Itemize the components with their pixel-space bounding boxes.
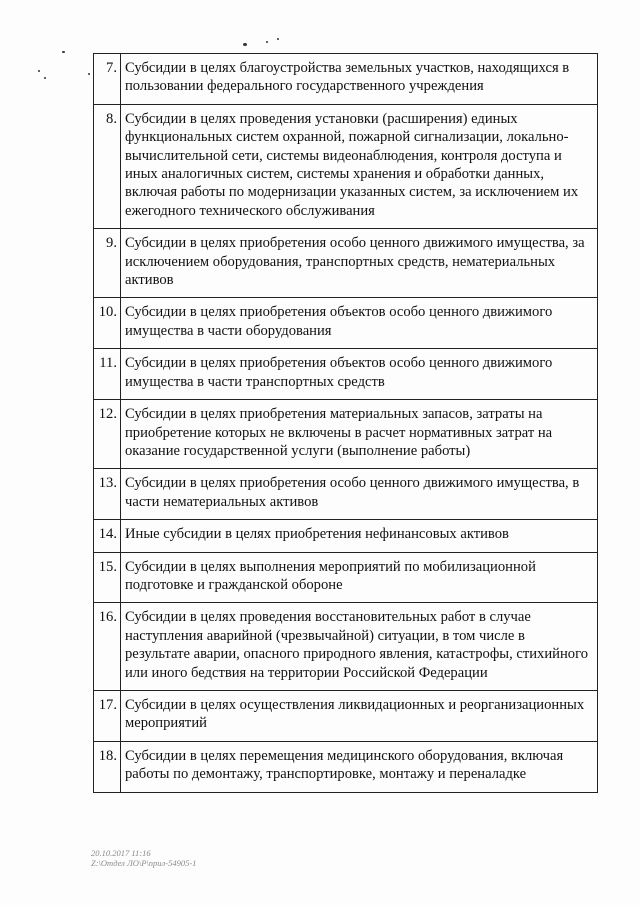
row-number: 13. [94,469,121,520]
row-number: 11. [94,349,121,400]
row-description: Субсидии в целях приобретения объектов особо ценного движимого имущества в части транспортных средств [121,349,598,400]
row-description: Субсидии в целях осуществления ликвидационных и реорганизационных мероприятий [121,690,598,741]
row-description: Субсидии в целях приобретения особо ценного движимого имущества, за исключением оборудования, транспортных средств, нематериальных активов [121,229,598,298]
row-description: Субсидии в целях приобретения объектов особо ценного движимого имущества в части оборудования [121,298,598,349]
row-number: 18. [94,741,121,792]
table-row [94,552,598,603]
row-description: Субсидии в целях выполнения мероприятий по мобилизационной подготовке и гражданской обороне [121,552,598,603]
page-footer [91,848,196,868]
footer-file-path: Z:\Отдел ЛО\Р\прил-54905-1 [91,858,197,868]
table-row [94,54,598,105]
row-number: 14. [94,520,121,552]
table-row [94,349,598,400]
row-number: 8. [94,104,121,228]
scan-speck [62,51,65,53]
row-number: 16. [94,603,121,691]
table-row [94,298,598,349]
table-row [94,603,598,691]
table-row [94,520,598,552]
row-description: Субсидии в целях проведения установки (расширения) единых функциональных систем охранной, пожарной сигнализации, локально-вычислительной сети, системы видеонаблюдения, контроля доступа и иных аналогичных систем, системы хранения и обработки данных, включая работы по модернизации указанных систем, за исключением их ежегодного технического обслуживания [121,104,598,228]
row-number: 15. [94,552,121,603]
scan-speck [38,70,40,72]
scan-speck [266,41,268,43]
table-row [94,741,598,792]
row-description: Субсидии в целях проведения восстановительных работ в случае наступления аварийной (чрезвычайной) ситуации, в том числе в результате аварии, опасного природного явления, катастрофы, стихийного или иного бедствия на территории Российской Федерации [121,603,598,691]
row-number: 7. [94,54,121,105]
table-row [94,469,598,520]
row-description: Иные субсидии в целях приобретения нефинансовых активов [121,520,598,552]
subsidies-table [93,53,598,793]
table-row [94,229,598,298]
table-body [94,54,598,793]
table-row [94,104,598,228]
scan-speck [88,73,90,75]
row-description: Субсидии в целях перемещения медицинского оборудования, включая работы по демонтажу, транспортировке, монтажу и переналадке [121,741,598,792]
row-number: 17. [94,690,121,741]
table-row [94,400,598,469]
row-number: 10. [94,298,121,349]
scan-speck [44,77,46,79]
row-description: Субсидии в целях благоустройства земельных участков, находящихся в пользовании федерального государственного учреждения [121,54,598,105]
row-description: Субсидии в целях приобретения особо ценного движимого имущества, в части нематериальных активов [121,469,598,520]
footer-timestamp: 20.10.2017 11:16 [91,848,151,858]
row-description: Субсидии в целях приобретения материальных запасов, затраты на приобретение которых не включены в расчет нормативных затрат на оказание государственной услуги (выполнение работы) [121,400,598,469]
scan-speck [277,38,279,40]
row-number: 12. [94,400,121,469]
table-row [94,690,598,741]
scan-speck [243,43,247,46]
row-number: 9. [94,229,121,298]
